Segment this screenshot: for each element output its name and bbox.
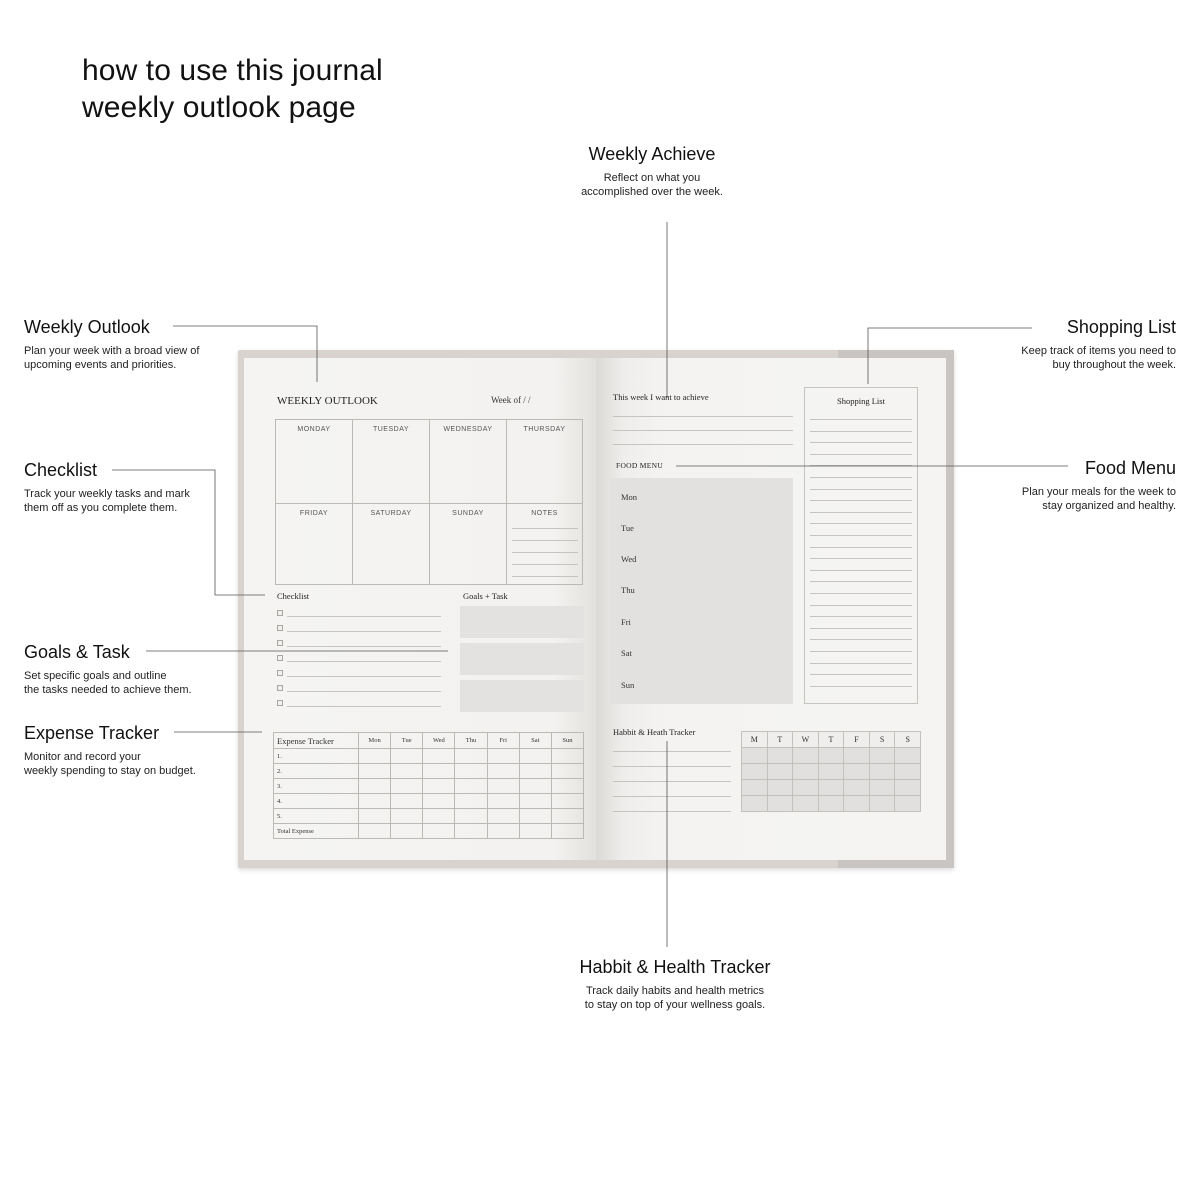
weekly-outlook-title: WEEKLY OUTLOOK: [277, 395, 378, 407]
expense-day-header: Fri: [487, 733, 519, 749]
habit-cell[interactable]: [742, 780, 768, 796]
expense-day-header: Tue: [391, 733, 423, 749]
habit-cell[interactable]: [818, 764, 844, 780]
expense-cell[interactable]: [551, 794, 583, 809]
shopping-list-line: [810, 605, 912, 606]
achieve-label: This week I want to achieve: [613, 392, 709, 402]
shopping-list-line: [810, 523, 912, 524]
shopping-list-line: [810, 454, 912, 455]
habit-cell[interactable]: [793, 780, 819, 796]
expense-cell[interactable]: [551, 824, 583, 839]
heading-line-1: how to use this journal: [82, 54, 383, 87]
callout-checklist: [24, 459, 190, 515]
habit-cell[interactable]: [767, 796, 793, 812]
achieve-line: [613, 416, 793, 417]
expense-cell[interactable]: [455, 809, 487, 824]
checklist-line: [287, 616, 441, 617]
shopping-list-line: [810, 535, 912, 536]
left-page: [244, 358, 596, 860]
expense-cell[interactable]: [551, 779, 583, 794]
habit-cell[interactable]: [818, 796, 844, 812]
habit-table: [741, 731, 921, 812]
callout-description: Plan your week with a broad view of upcoming events and priorities.: [24, 345, 200, 371]
habit-cell[interactable]: [844, 764, 870, 780]
expense-cell[interactable]: [455, 824, 487, 839]
habit-cell[interactable]: [818, 780, 844, 796]
journal-spread: [238, 350, 954, 868]
expense-cell[interactable]: [487, 824, 519, 839]
habit-cell[interactable]: [895, 796, 921, 812]
shopping-list-line: [810, 465, 912, 466]
expense-cell[interactable]: [423, 749, 455, 764]
day-cell-wednesday: WEDNESDAY: [430, 420, 507, 504]
food-menu-day: Fri: [621, 617, 631, 627]
shopping-list-line: [810, 651, 912, 652]
expense-cell[interactable]: [519, 779, 551, 794]
habit-cell[interactable]: [895, 748, 921, 764]
habit-cell[interactable]: [844, 748, 870, 764]
habit-line: [613, 811, 731, 812]
week-of-field: Week of / /: [491, 395, 531, 405]
expense-day-header: Wed: [423, 733, 455, 749]
habit-line: [613, 751, 731, 752]
expense-row-label: 3.: [274, 779, 359, 794]
expense-day-header: Sun: [551, 733, 583, 749]
callout-description: Track your weekly tasks and mark them off as you complete them.: [24, 488, 190, 514]
notes-line: [512, 528, 578, 529]
checklist-line: [287, 646, 441, 647]
expense-cell[interactable]: [359, 824, 391, 839]
expense-cell[interactable]: [455, 794, 487, 809]
checklist-line: [287, 706, 441, 707]
expense-cell[interactable]: [487, 794, 519, 809]
expense-cell[interactable]: [519, 809, 551, 824]
shopping-list-line: [810, 558, 912, 559]
callout-title: Weekly Achieve: [588, 144, 716, 164]
expense-total-row: [274, 824, 584, 839]
expense-cell[interactable]: [519, 764, 551, 779]
callout-description: Track daily habits and health metrics to stay on top of your wellness goals.: [584, 985, 766, 1011]
callout-description: Monitor and record your weekly spending to stay on budget.: [24, 751, 196, 777]
expense-cell[interactable]: [423, 779, 455, 794]
heading-line-2: weekly outlook page: [82, 91, 356, 124]
expense-row: [274, 749, 584, 764]
callout-description: Set specific goals and outline the tasks needed to achieve them.: [24, 670, 192, 696]
checklist-line: [287, 691, 441, 692]
habit-cell[interactable]: [767, 764, 793, 780]
callout-description: Plan your meals for the week to stay organized and healthy.: [1021, 486, 1176, 512]
callout-title: Checklist: [24, 460, 98, 480]
shopping-list-line: [810, 639, 912, 640]
expense-cell[interactable]: [359, 779, 391, 794]
checklist-checkbox[interactable]: [277, 625, 283, 631]
day-cell-sunday: SUNDAY: [430, 504, 507, 584]
checklist-line: [287, 676, 441, 677]
expense-cell[interactable]: [519, 794, 551, 809]
shopping-list-line: [810, 500, 912, 501]
habit-line: [613, 766, 731, 767]
food-menu-day: Tue: [621, 523, 634, 533]
habit-row: [742, 780, 921, 796]
goals-box[interactable]: [460, 680, 584, 712]
habit-cell[interactable]: [818, 748, 844, 764]
habit-cell[interactable]: [742, 764, 768, 780]
expense-cell[interactable]: [551, 749, 583, 764]
callout-description: Reflect on what you accomplished over the week.: [581, 172, 723, 198]
expense-cell[interactable]: [487, 809, 519, 824]
shopping-list-line: [810, 477, 912, 478]
expense-row: [274, 779, 584, 794]
expense-cell[interactable]: [487, 764, 519, 779]
habit-cell[interactable]: [869, 764, 895, 780]
habit-row: [742, 764, 921, 780]
expense-row: [274, 794, 584, 809]
expense-cell[interactable]: [423, 809, 455, 824]
habit-cell[interactable]: [869, 796, 895, 812]
food-menu-day: Sun: [621, 680, 635, 690]
day-cell-thursday: THURSDAY: [507, 420, 582, 504]
habit-row: [742, 748, 921, 764]
callout-title: Expense Tracker: [24, 723, 160, 743]
habit-cell[interactable]: [869, 780, 895, 796]
habit-cell[interactable]: [767, 748, 793, 764]
callout-weekly-achieve: [552, 143, 752, 199]
notes-line: [512, 540, 578, 541]
callout-title: Goals & Task: [24, 642, 130, 662]
habit-line: [613, 781, 731, 782]
checklist-checkbox[interactable]: [277, 640, 283, 646]
callout-title: Shopping List: [1066, 317, 1176, 337]
expense-cell[interactable]: [359, 794, 391, 809]
expense-cell[interactable]: [391, 809, 423, 824]
checklist-checkbox[interactable]: [277, 670, 283, 676]
callout-shopping-list: [1021, 316, 1176, 372]
day-cell-friday: FRIDAY: [276, 504, 353, 584]
habit-day-header: S: [895, 732, 921, 748]
checklist-line: [287, 661, 441, 662]
expense-cell[interactable]: [551, 764, 583, 779]
expense-cell[interactable]: [423, 764, 455, 779]
habit-cell[interactable]: [767, 780, 793, 796]
expense-row-label: 2.: [274, 764, 359, 779]
week-grid: [275, 419, 583, 585]
day-cell-tuesday: TUESDAY: [353, 420, 430, 504]
shopping-list-line: [810, 663, 912, 664]
expense-cell[interactable]: [391, 794, 423, 809]
callout-food-menu: [1022, 457, 1176, 513]
expense-cell[interactable]: [391, 824, 423, 839]
food-menu-day: Mon: [621, 492, 638, 502]
expense-total-label: Total Expense: [274, 824, 359, 839]
expense-cell[interactable]: [455, 749, 487, 764]
expense-cell[interactable]: [487, 779, 519, 794]
food-menu-day: Wed: [621, 554, 637, 564]
expense-cell[interactable]: [423, 794, 455, 809]
notes-cell: NOTES: [531, 510, 558, 517]
habit-day-header: T: [818, 732, 844, 748]
habit-line: [613, 796, 731, 797]
habit-row: [742, 796, 921, 812]
shopping-list-line: [810, 628, 912, 629]
expense-cell[interactable]: [455, 764, 487, 779]
shopping-list-line: [810, 570, 912, 571]
expense-cell[interactable]: [359, 809, 391, 824]
habit-cell[interactable]: [742, 796, 768, 812]
expense-cell[interactable]: [455, 779, 487, 794]
page-heading: [82, 52, 383, 126]
goals-task-label: Goals + Task: [463, 591, 508, 601]
notes-line: [512, 564, 578, 565]
expense-cell[interactable]: [391, 749, 423, 764]
shopping-list-line: [810, 686, 912, 687]
callout-weekly-outlook: [24, 316, 199, 372]
expense-cell[interactable]: [391, 764, 423, 779]
habit-day-header: M: [742, 732, 768, 748]
expense-row: [274, 809, 584, 824]
food-menu-day: Sat: [621, 648, 632, 658]
shopping-list-line: [810, 419, 912, 420]
callout-description: Keep track of items you need to buy throughout the week.: [1021, 345, 1176, 371]
expense-day-header: Thu: [455, 733, 487, 749]
callout-title: Weekly Outlook: [24, 317, 150, 337]
checklist-checkbox[interactable]: [277, 700, 283, 706]
checklist-checkbox[interactable]: [277, 655, 283, 661]
checklist-checkbox[interactable]: [277, 610, 283, 616]
expense-cell[interactable]: [519, 749, 551, 764]
shopping-list-line: [810, 512, 912, 513]
habit-cell[interactable]: [793, 764, 819, 780]
shopping-list-line: [810, 489, 912, 490]
checklist-checkbox[interactable]: [277, 685, 283, 691]
shopping-list-line: [810, 581, 912, 582]
callout-expense-tracker: [24, 722, 196, 778]
habit-cell[interactable]: [793, 748, 819, 764]
right-page: [596, 358, 946, 860]
expense-tracker-label: Expense Tracker: [274, 733, 359, 749]
expense-cell[interactable]: [391, 779, 423, 794]
expense-row-label: 4.: [274, 794, 359, 809]
shopping-list-line: [810, 616, 912, 617]
shopping-list-box[interactable]: [804, 387, 918, 704]
callout-goals-task: [24, 641, 192, 697]
expense-row-label: 5.: [274, 809, 359, 824]
habit-cell[interactable]: [895, 780, 921, 796]
habit-day-header: S: [869, 732, 895, 748]
checklist-label: Checklist: [277, 591, 310, 601]
callout-habbit-health-tracker: [540, 956, 810, 1012]
expense-cell[interactable]: [551, 809, 583, 824]
shopping-list-line: [810, 593, 912, 594]
shopping-list-line: [810, 547, 912, 548]
expense-cell[interactable]: [423, 824, 455, 839]
callout-title: Food Menu: [1084, 458, 1176, 478]
habit-cell[interactable]: [844, 780, 870, 796]
habit-cell[interactable]: [869, 748, 895, 764]
expense-day-header: Sat: [519, 733, 551, 749]
day-cell-saturday: SATURDAY: [353, 504, 430, 584]
shopping-list-line: [810, 442, 912, 443]
notes-line: [512, 552, 578, 553]
expense-cell[interactable]: [359, 749, 391, 764]
expense-cell[interactable]: [359, 764, 391, 779]
habit-header-row: [742, 732, 921, 748]
day-cell-monday: MONDAY: [276, 420, 353, 504]
shopping-list-label: Shopping List: [837, 396, 885, 406]
habit-cell[interactable]: [895, 764, 921, 780]
goals-box[interactable]: [460, 606, 584, 638]
notes-line: [512, 576, 578, 577]
habit-day-header: W: [793, 732, 819, 748]
achieve-line: [613, 430, 793, 431]
expense-header-row: [274, 733, 584, 749]
food-menu-label: FOOD MENU: [616, 461, 664, 470]
expense-cell[interactable]: [519, 824, 551, 839]
expense-row: [274, 764, 584, 779]
achieve-line: [613, 444, 793, 445]
shopping-list-line: [810, 431, 912, 432]
food-menu-day: Thu: [621, 585, 635, 595]
checklist-line: [287, 631, 441, 632]
habit-cell[interactable]: [844, 796, 870, 812]
expense-row-label: 1.: [274, 749, 359, 764]
goals-box[interactable]: [460, 643, 584, 675]
shopping-list-line: [810, 674, 912, 675]
expense-day-header: Mon: [359, 733, 391, 749]
expense-cell[interactable]: [487, 749, 519, 764]
habit-cell[interactable]: [793, 796, 819, 812]
food-menu-box[interactable]: [610, 478, 793, 704]
habit-tracker-label: Habbit & Heath Tracker: [613, 727, 696, 737]
habit-cell[interactable]: [742, 748, 768, 764]
expense-table: [273, 732, 584, 839]
habit-day-header: F: [844, 732, 870, 748]
callout-title: Habbit & Health Tracker: [579, 957, 771, 977]
habit-day-header: T: [767, 732, 793, 748]
